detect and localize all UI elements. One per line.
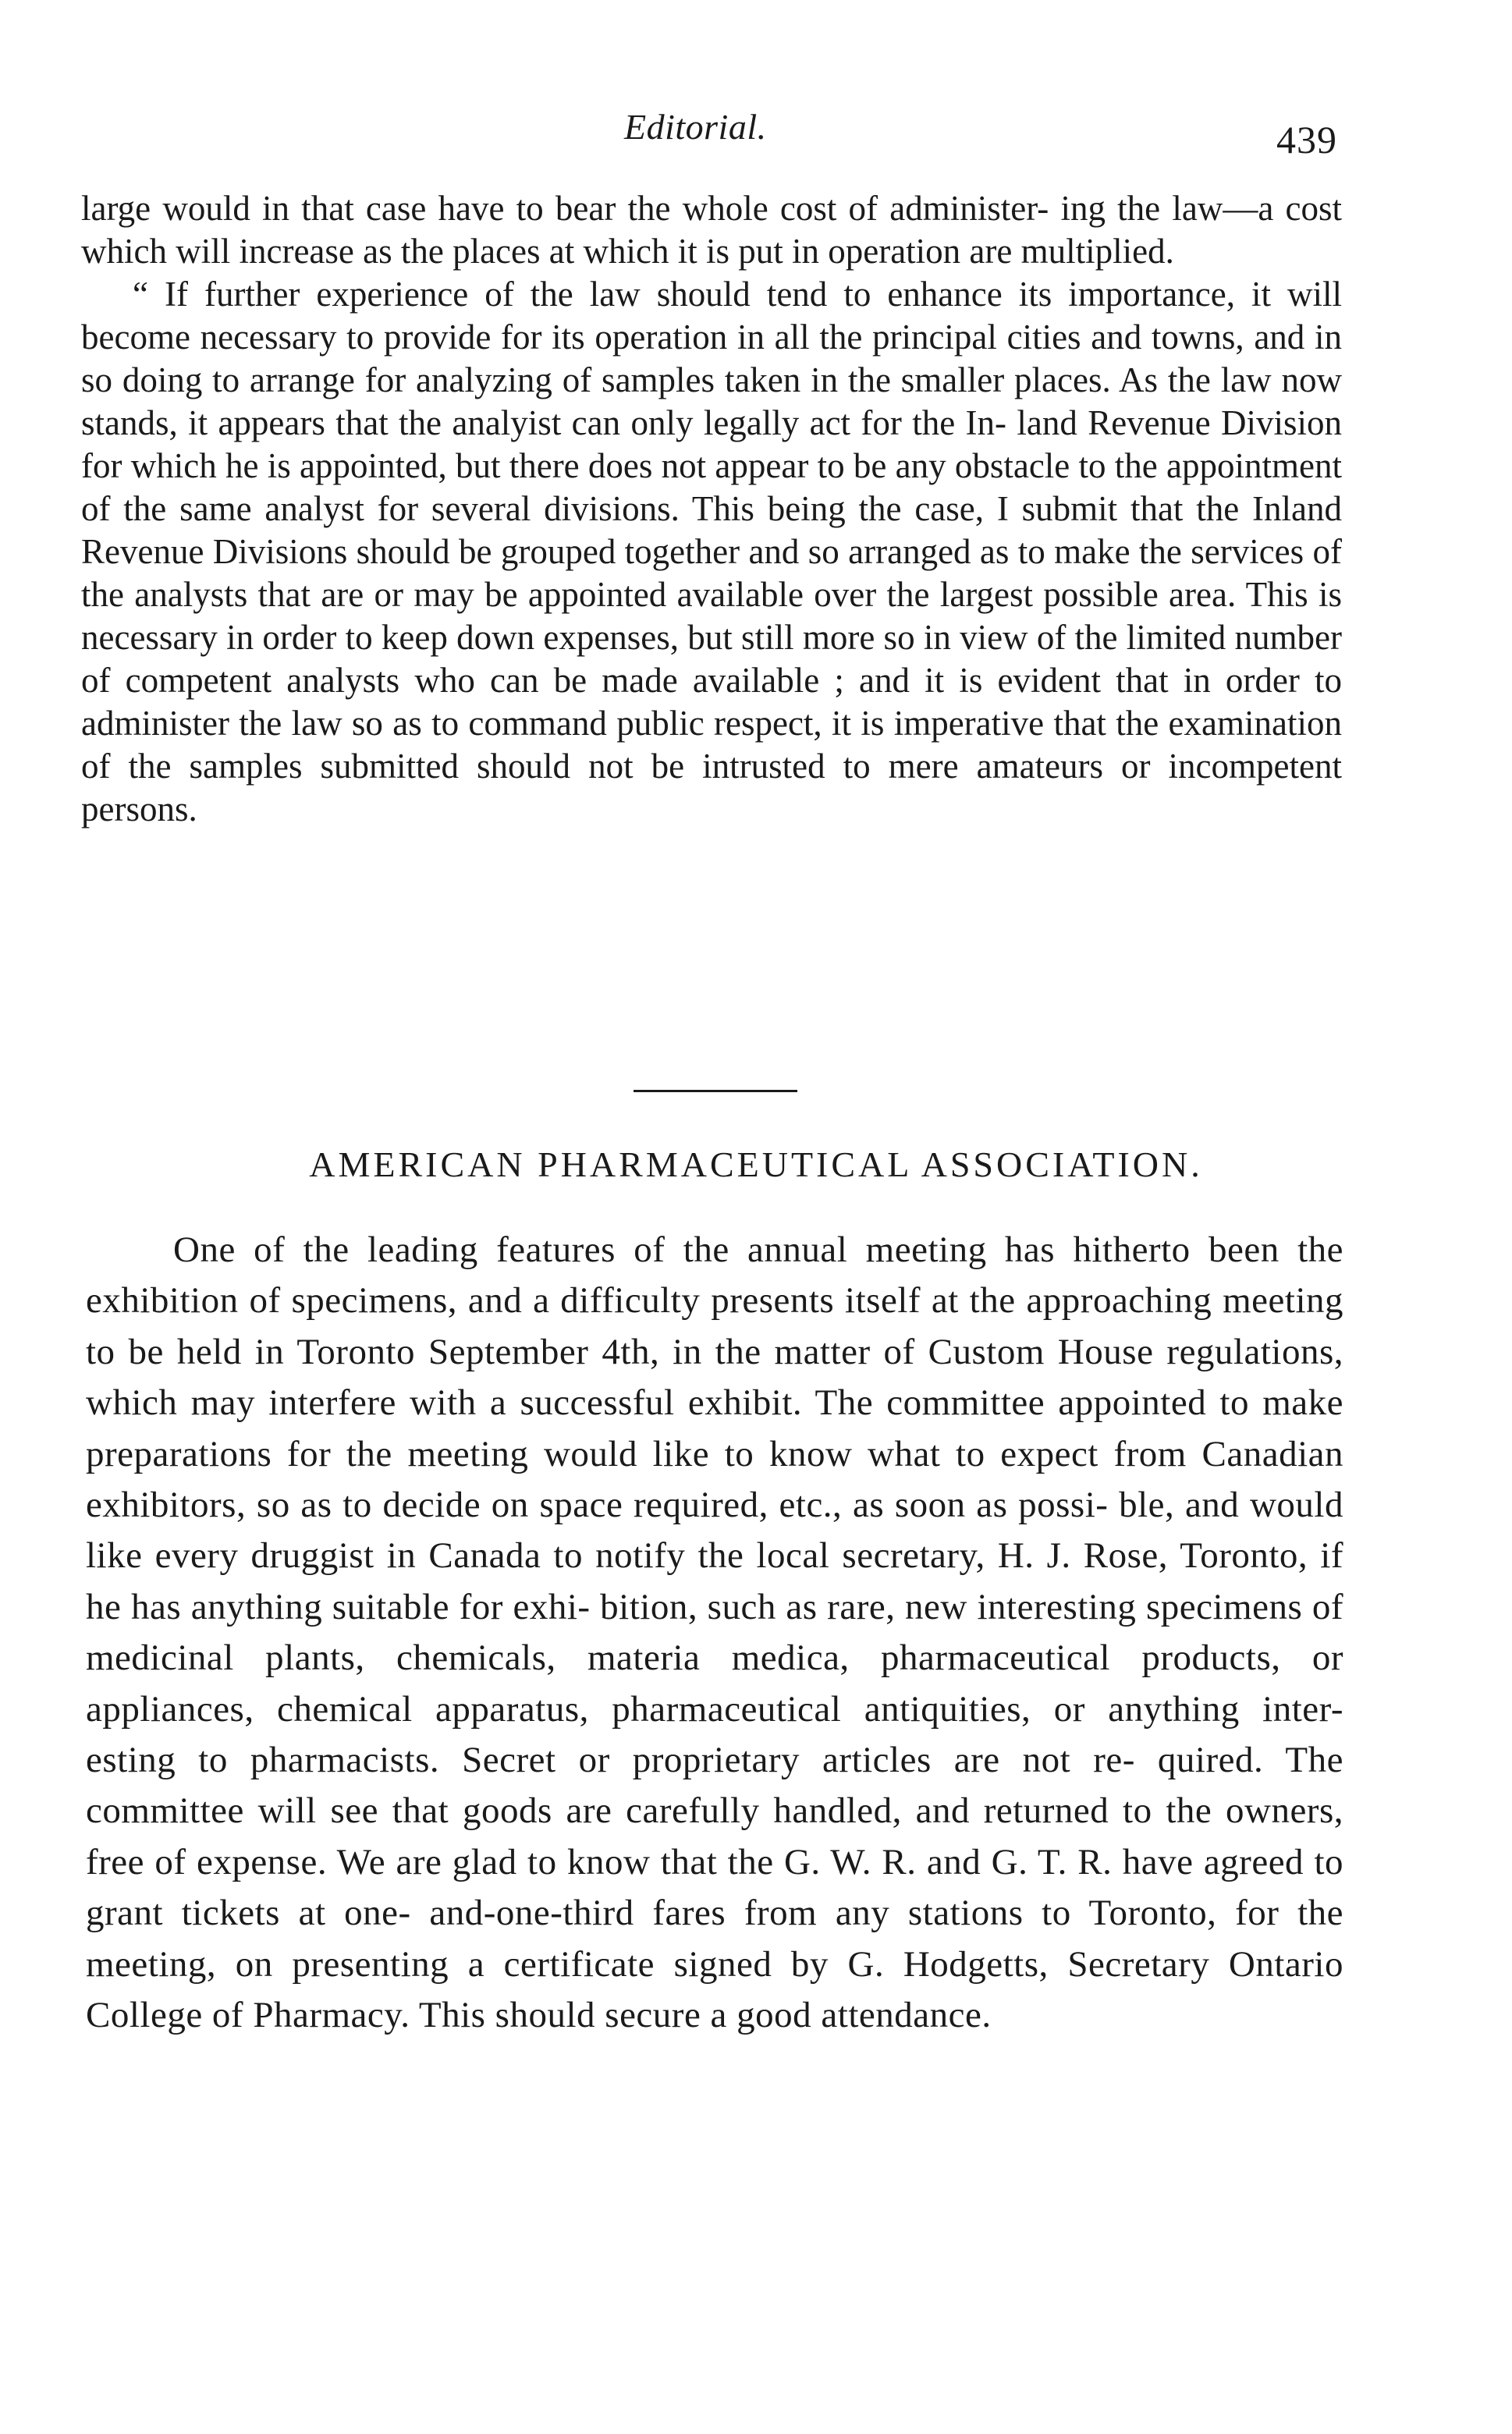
editorial-text xyxy=(81,187,1342,831)
section-paragraph: One of the leading features of the annual meeting has hitherto been the exhibition of specimens, and a difficulty presents itself at the approaching meeting to be held in Toronto September 4th, in the matter of Custom House regulations, which may interfere with a successful exhibit. The committee appointed to make preparations for the meeting would like to know what to expect from Canadian exhibitors, so as to decide on space required, etc., as soon as possi- ble, and would like every druggist in Canada to notify the local secretary, H. J. Rose, Toronto, if he has anything suitable for exhi- bition, such as rare, new interesting specimens of medicinal plants, chemicals, materia medica, pharmaceutical products, or appliances, chemical apparatus, pharmaceutical antiquities, or anything inter- esting to pharmacists. Secret or proprietary articles are not re- quired. The committee will see that goods are carefully handled, and returned to the owners, free of expense. We are glad to know that the G. W. R. and G. T. R. have agreed to grant tickets at one- and-one-third fares from any stations to Toronto, for the meeting, on presenting a certificate signed by G. Hodgetts, Secretary Ontario College of Pharmacy. This should secure a good attendance. xyxy=(86,1229,1343,2036)
editorial-paragraph-quote: “ If further experience of the law should tend to enhance its importance, it will become necessary to provide for its operation in all the principal cities and towns, and in so doing to arrange for analyzing of samples taken in the smaller places. As the law now stands, it appears that the analyist can only legally act for the In- land Revenue Division for which he is appointed, but there does not appear to be any obstacle to the appointment of the same analyst for several divisions. This being the case, I submit that the Inland Revenue Divisions should be grouped together and so arranged as to make the services of the analysts that are or may be appointed available over the largest possible area. This is necessary in order to keep down expenses, but still more so in view of the limited number of competent analysts who can be made available ; and it is evident that in order to administer the law so as to command public respect, it is imperative that the examination of the samples submitted should not be intrusted to mere amateurs or incompetent persons. xyxy=(81,275,1342,828)
section-divider-rule xyxy=(634,1090,797,1092)
running-head-title: Editorial. xyxy=(624,107,767,147)
section-body xyxy=(86,1225,1343,2042)
editorial-paragraph-continued: large would in that case have to bear the whole cost of administer- ing the law—a cost which will increase as the places at which it is put in operation are multiplied. xyxy=(81,189,1342,271)
page-number: 439 xyxy=(1276,118,1337,161)
section-heading: AMERICAN PHARMACEUTICAL ASSOCIATION. xyxy=(309,1144,1203,1184)
